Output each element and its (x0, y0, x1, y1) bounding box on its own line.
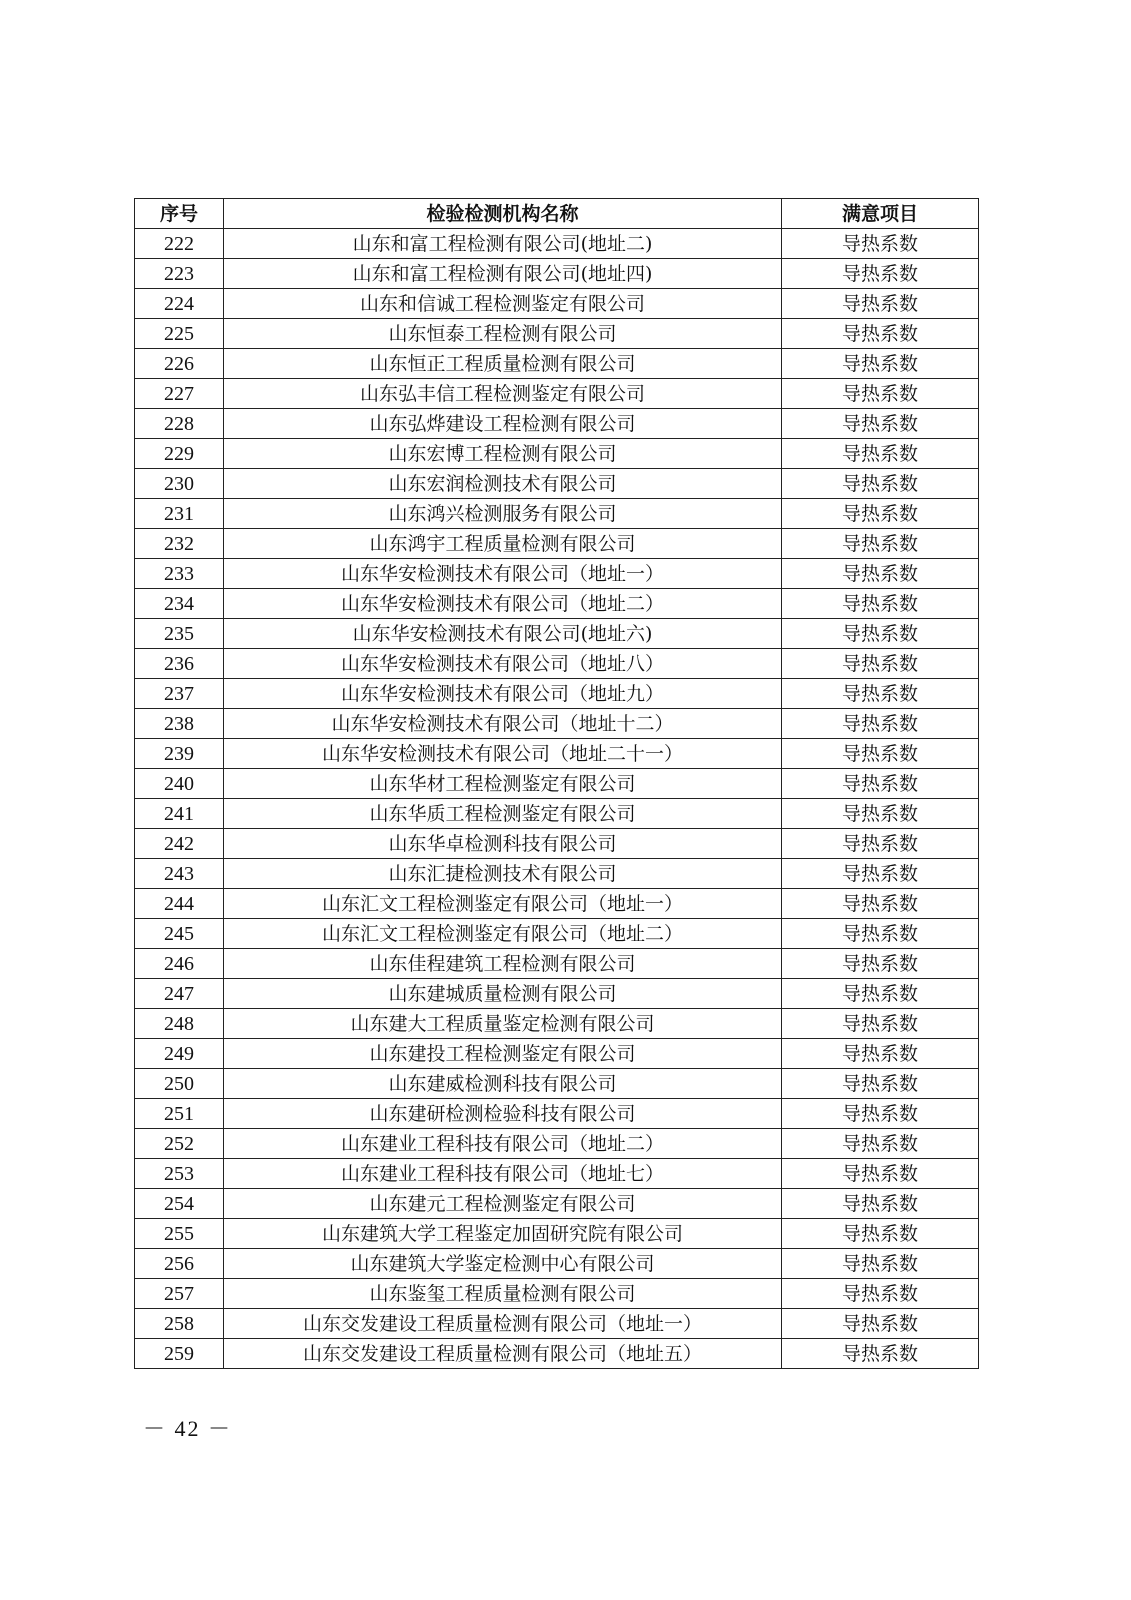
cell-satisfactory-item: 导热系数 (782, 889, 979, 919)
cell-satisfactory-item: 导热系数 (782, 379, 979, 409)
cell-satisfactory-item: 导热系数 (782, 1279, 979, 1309)
cell-satisfactory-item: 导热系数 (782, 679, 979, 709)
cell-institution-name: 山东和信诚工程检测鉴定有限公司 (224, 289, 782, 319)
cell-serial-number: 231 (135, 499, 224, 529)
cell-serial-number: 245 (135, 919, 224, 949)
cell-satisfactory-item: 导热系数 (782, 439, 979, 469)
cell-institution-name: 山东建业工程科技有限公司（地址七） (224, 1159, 782, 1189)
cell-serial-number: 255 (135, 1219, 224, 1249)
page-number: － 42 － (143, 1416, 233, 1441)
cell-satisfactory-item: 导热系数 (782, 799, 979, 829)
cell-satisfactory-item: 导热系数 (782, 769, 979, 799)
table-row (135, 259, 979, 289)
table-row (135, 1219, 979, 1249)
cell-institution-name: 山东华材工程检测鉴定有限公司 (224, 769, 782, 799)
cell-satisfactory-item: 导热系数 (782, 709, 979, 739)
table-row (135, 1159, 979, 1189)
cell-serial-number: 223 (135, 259, 224, 289)
cell-institution-name: 山东建元工程检测鉴定有限公司 (224, 1189, 782, 1219)
cell-satisfactory-item: 导热系数 (782, 619, 979, 649)
cell-satisfactory-item: 导热系数 (782, 919, 979, 949)
header-institution-name: 检验检测机构名称 (224, 199, 782, 229)
cell-satisfactory-item: 导热系数 (782, 1039, 979, 1069)
cell-institution-name: 山东华安检测技术有限公司（地址一） (224, 559, 782, 589)
cell-satisfactory-item: 导热系数 (782, 1219, 979, 1249)
cell-serial-number: 250 (135, 1069, 224, 1099)
cell-serial-number: 256 (135, 1249, 224, 1279)
cell-satisfactory-item: 导热系数 (782, 949, 979, 979)
table-body (135, 229, 979, 1369)
cell-institution-name: 山东恒正工程质量检测有限公司 (224, 349, 782, 379)
cell-institution-name: 山东建研检测检验科技有限公司 (224, 1099, 782, 1129)
cell-institution-name: 山东华安检测技术有限公司（地址八） (224, 649, 782, 679)
cell-serial-number: 237 (135, 679, 224, 709)
cell-institution-name: 山东宏博工程检测有限公司 (224, 439, 782, 469)
cell-satisfactory-item: 导热系数 (782, 559, 979, 589)
table-header-row (135, 199, 979, 229)
institution-table (134, 198, 979, 1369)
table-row (135, 709, 979, 739)
cell-institution-name: 山东交发建设工程质量检测有限公司（地址一） (224, 1309, 782, 1339)
cell-satisfactory-item: 导热系数 (782, 1009, 979, 1039)
cell-satisfactory-item: 导热系数 (782, 979, 979, 1009)
cell-institution-name: 山东宏润检测技术有限公司 (224, 469, 782, 499)
cell-satisfactory-item: 导热系数 (782, 829, 979, 859)
cell-serial-number: 259 (135, 1339, 224, 1369)
table-row (135, 229, 979, 259)
table-row (135, 1009, 979, 1039)
cell-institution-name: 山东和富工程检测有限公司(地址二) (224, 229, 782, 259)
cell-serial-number: 251 (135, 1099, 224, 1129)
cell-serial-number: 239 (135, 739, 224, 769)
table-row (135, 499, 979, 529)
cell-institution-name: 山东汇文工程检测鉴定有限公司（地址二） (224, 919, 782, 949)
table-row (135, 1129, 979, 1159)
table-row (135, 439, 979, 469)
table-row (135, 1189, 979, 1219)
cell-institution-name: 山东恒泰工程检测有限公司 (224, 319, 782, 349)
table-row (135, 589, 979, 619)
header-satisfactory-item: 满意项目 (782, 199, 979, 229)
table-row (135, 1249, 979, 1279)
cell-institution-name: 山东鉴玺工程质量检测有限公司 (224, 1279, 782, 1309)
cell-satisfactory-item: 导热系数 (782, 1129, 979, 1159)
cell-institution-name: 山东建大工程质量鉴定检测有限公司 (224, 1009, 782, 1039)
cell-institution-name: 山东建城质量检测有限公司 (224, 979, 782, 1009)
cell-serial-number: 246 (135, 949, 224, 979)
cell-serial-number: 225 (135, 319, 224, 349)
cell-institution-name: 山东佳程建筑工程检测有限公司 (224, 949, 782, 979)
table-row (135, 289, 979, 319)
cell-serial-number: 226 (135, 349, 224, 379)
cell-institution-name: 山东弘烨建设工程检测有限公司 (224, 409, 782, 439)
table-row (135, 919, 979, 949)
cell-institution-name: 山东华质工程检测鉴定有限公司 (224, 799, 782, 829)
cell-serial-number: 257 (135, 1279, 224, 1309)
cell-satisfactory-item: 导热系数 (782, 739, 979, 769)
table-row (135, 949, 979, 979)
cell-satisfactory-item: 导热系数 (782, 1189, 979, 1219)
cell-institution-name: 山东建业工程科技有限公司（地址二） (224, 1129, 782, 1159)
cell-serial-number: 242 (135, 829, 224, 859)
cell-institution-name: 山东汇文工程检测鉴定有限公司（地址一） (224, 889, 782, 919)
table-row (135, 799, 979, 829)
table-row (135, 739, 979, 769)
cell-satisfactory-item: 导热系数 (782, 649, 979, 679)
cell-institution-name: 山东建筑大学鉴定检测中心有限公司 (224, 1249, 782, 1279)
table-row (135, 829, 979, 859)
cell-serial-number: 248 (135, 1009, 224, 1039)
cell-serial-number: 241 (135, 799, 224, 829)
cell-serial-number: 233 (135, 559, 224, 589)
cell-institution-name: 山东建威检测科技有限公司 (224, 1069, 782, 1099)
cell-satisfactory-item: 导热系数 (782, 1069, 979, 1099)
table-row (135, 1099, 979, 1129)
cell-satisfactory-item: 导热系数 (782, 469, 979, 499)
cell-serial-number: 227 (135, 379, 224, 409)
cell-serial-number: 238 (135, 709, 224, 739)
table-row (135, 679, 979, 709)
table-row (135, 769, 979, 799)
cell-serial-number: 235 (135, 619, 224, 649)
table-row (135, 529, 979, 559)
cell-institution-name: 山东华卓检测科技有限公司 (224, 829, 782, 859)
cell-serial-number: 247 (135, 979, 224, 1009)
cell-serial-number: 258 (135, 1309, 224, 1339)
cell-institution-name: 山东弘丰信工程检测鉴定有限公司 (224, 379, 782, 409)
table-row (135, 859, 979, 889)
cell-institution-name: 山东建投工程检测鉴定有限公司 (224, 1039, 782, 1069)
cell-serial-number: 252 (135, 1129, 224, 1159)
table-row (135, 1069, 979, 1099)
table-row (135, 619, 979, 649)
cell-satisfactory-item: 导热系数 (782, 1249, 979, 1279)
cell-satisfactory-item: 导热系数 (782, 319, 979, 349)
cell-institution-name: 山东华安检测技术有限公司(地址六) (224, 619, 782, 649)
cell-satisfactory-item: 导热系数 (782, 1339, 979, 1369)
cell-institution-name: 山东华安检测技术有限公司（地址二十一） (224, 739, 782, 769)
cell-serial-number: 224 (135, 289, 224, 319)
cell-serial-number: 240 (135, 769, 224, 799)
cell-institution-name: 山东建筑大学工程鉴定加固研究院有限公司 (224, 1219, 782, 1249)
table-row (135, 349, 979, 379)
cell-satisfactory-item: 导热系数 (782, 1159, 979, 1189)
table-row (135, 379, 979, 409)
table-row (135, 1279, 979, 1309)
cell-institution-name: 山东华安检测技术有限公司（地址二） (224, 589, 782, 619)
cell-serial-number: 254 (135, 1189, 224, 1219)
cell-satisfactory-item: 导热系数 (782, 589, 979, 619)
cell-satisfactory-item: 导热系数 (782, 529, 979, 559)
cell-serial-number: 222 (135, 229, 224, 259)
cell-serial-number: 253 (135, 1159, 224, 1189)
cell-serial-number: 229 (135, 439, 224, 469)
cell-satisfactory-item: 导热系数 (782, 1309, 979, 1339)
cell-serial-number: 228 (135, 409, 224, 439)
table-row (135, 409, 979, 439)
cell-satisfactory-item: 导热系数 (782, 289, 979, 319)
table-row (135, 559, 979, 589)
cell-serial-number: 234 (135, 589, 224, 619)
cell-serial-number: 243 (135, 859, 224, 889)
cell-satisfactory-item: 导热系数 (782, 349, 979, 379)
cell-serial-number: 230 (135, 469, 224, 499)
table-row (135, 1039, 979, 1069)
cell-satisfactory-item: 导热系数 (782, 1099, 979, 1129)
cell-satisfactory-item: 导热系数 (782, 229, 979, 259)
cell-institution-name: 山东鸿宇工程质量检测有限公司 (224, 529, 782, 559)
cell-satisfactory-item: 导热系数 (782, 859, 979, 889)
header-serial-number: 序号 (135, 199, 224, 229)
table-row (135, 889, 979, 919)
cell-institution-name: 山东交发建设工程质量检测有限公司（地址五） (224, 1339, 782, 1369)
cell-serial-number: 249 (135, 1039, 224, 1069)
cell-institution-name: 山东华安检测技术有限公司（地址九） (224, 679, 782, 709)
cell-institution-name: 山东汇捷检测技术有限公司 (224, 859, 782, 889)
cell-institution-name: 山东华安检测技术有限公司（地址十二） (224, 709, 782, 739)
table-row (135, 319, 979, 349)
cell-institution-name: 山东和富工程检测有限公司(地址四) (224, 259, 782, 289)
cell-serial-number: 244 (135, 889, 224, 919)
table-row (135, 469, 979, 499)
cell-serial-number: 232 (135, 529, 224, 559)
cell-satisfactory-item: 导热系数 (782, 259, 979, 289)
table-row (135, 649, 979, 679)
table-row (135, 1339, 979, 1369)
table-row (135, 1309, 979, 1339)
cell-serial-number: 236 (135, 649, 224, 679)
cell-institution-name: 山东鸿兴检测服务有限公司 (224, 499, 782, 529)
cell-satisfactory-item: 导热系数 (782, 409, 979, 439)
table-row (135, 979, 979, 1009)
cell-satisfactory-item: 导热系数 (782, 499, 979, 529)
